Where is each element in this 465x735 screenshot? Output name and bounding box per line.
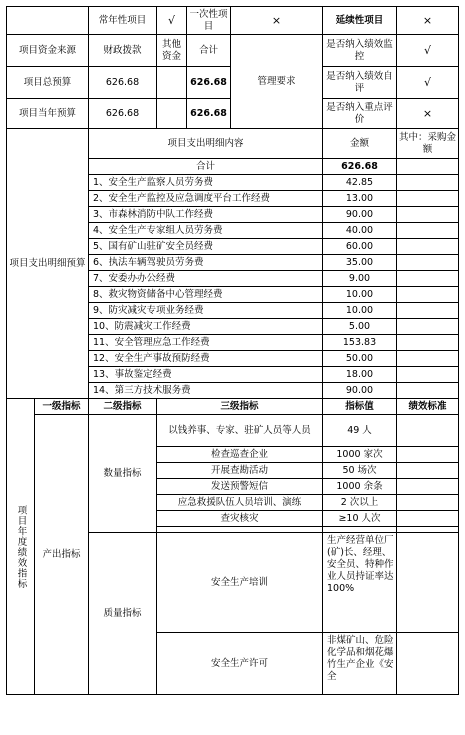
expense-item-name: 14、第三方技术服务费: [89, 383, 323, 399]
total-budget-label: 项目总预算: [7, 67, 89, 99]
expense-item-purchase: [397, 223, 459, 239]
total-budget-total: 626.68: [187, 67, 231, 99]
header-blank: [7, 7, 89, 35]
perf-monitor-mark: √: [397, 35, 459, 67]
output-indicator-label: 产出指标: [35, 415, 89, 695]
quantity-indicator-standard: [397, 447, 459, 463]
quantity-indicator-label: 数量指标: [89, 415, 157, 533]
expense-item-name: 4、安全生产专家组人员劳务费: [89, 223, 323, 239]
quantity-indicator-value: ≥10 人次: [323, 511, 397, 527]
expense-item-purchase: [397, 351, 459, 367]
year-budget-total: 626.68: [187, 99, 231, 129]
expense-item-purchase: [397, 207, 459, 223]
regular-project-mark: √: [157, 7, 187, 35]
expense-item-purchase: [397, 383, 459, 399]
quantity-indicator-name: 发送预警短信: [157, 479, 323, 495]
expense-item-amount: 50.00: [323, 351, 397, 367]
expense-item-purchase: [397, 191, 459, 207]
value-header: 指标值: [323, 399, 397, 415]
expense-item-amount: 18.00: [323, 367, 397, 383]
quality-indicator-standard: [397, 533, 459, 633]
expense-item-amount: 10.00: [323, 287, 397, 303]
expense-total-purchase: [397, 159, 459, 175]
perf-section-label: 项目年度绩效指标: [7, 399, 35, 695]
quality-indicator-name: 安全生产许可: [157, 633, 323, 695]
once-project-mark: ×: [231, 7, 323, 35]
expense-content-header: 项目支出明细内容: [89, 129, 323, 159]
key-eval-label: 是否纳入重点评价: [323, 99, 397, 129]
other-funds-label: 其他资金: [157, 35, 187, 67]
perf-eval-mark: √: [397, 67, 459, 99]
quantity-indicator-value: 1000 家次: [323, 447, 397, 463]
expense-item-name: 10、防震减灾工作经费: [89, 319, 323, 335]
level2-header: 二级指标: [89, 399, 157, 415]
quantity-indicator-name: 以钱养事、专家、驻矿人员等人员: [157, 415, 323, 447]
year-budget-other: [157, 99, 187, 129]
standard-header: 绩效标准: [397, 399, 459, 415]
expense-item-purchase: [397, 175, 459, 191]
expense-item-purchase: [397, 319, 459, 335]
fiscal-label: 财政拨款: [89, 35, 157, 67]
regular-project-label: 常年性项目: [89, 7, 157, 35]
expense-item-name: 2、安全生产监控及应急调度平台工作经费: [89, 191, 323, 207]
perf-monitor-label: 是否纳入绩效监控: [323, 35, 397, 67]
key-eval-mark: ×: [397, 99, 459, 129]
expense-item-name: 1、安全生产监察人员劳务费: [89, 175, 323, 191]
expense-item-amount: 9.00: [323, 271, 397, 287]
total-budget-other: [157, 67, 187, 99]
quality-indicator-value: 生产经营单位厂(矿)长、经理、安全员、特种作业人员持证率达 100%: [323, 533, 397, 633]
total-budget-fiscal: 626.68: [89, 67, 157, 99]
expense-item-purchase: [397, 271, 459, 287]
quantity-indicator-name: 应急救援队伍人员培训、演练: [157, 495, 323, 511]
expense-item-purchase: [397, 335, 459, 351]
quantity-indicator-name: 检查巡查企业: [157, 447, 323, 463]
quantity-indicator-value: 49 人: [323, 415, 397, 447]
perf-eval-label: 是否纳入绩效自评: [323, 67, 397, 99]
funding-source-label: 项目资金来源: [7, 35, 89, 67]
year-budget-label: 项目当年预算: [7, 99, 89, 129]
expense-item-name: 6、执法车辆驾驶员劳务费: [89, 255, 323, 271]
budget-table: [6, 6, 459, 695]
funding-total-label: 合计: [187, 35, 231, 67]
expense-item-purchase: [397, 239, 459, 255]
expense-item-amount: 153.83: [323, 335, 397, 351]
expense-purchase-header: 其中：采购金额: [397, 129, 459, 159]
expense-item-amount: 90.00: [323, 383, 397, 399]
expense-item-amount: 5.00: [323, 319, 397, 335]
quality-indicator-label: 质量指标: [89, 533, 157, 695]
expense-item-name: 13、事故鉴定经费: [89, 367, 323, 383]
expense-item-amount: 13.00: [323, 191, 397, 207]
quantity-indicator-name: 查灾核灾: [157, 511, 323, 527]
quantity-indicator-standard: [397, 511, 459, 527]
expense-item-amount: 42.85: [323, 175, 397, 191]
continuing-project-label: 延续性项目: [323, 7, 397, 35]
expense-item-name: 9、防灾减灾专项业务经费: [89, 303, 323, 319]
once-project-label: 一次性项目: [187, 7, 231, 35]
expense-item-amount: 40.00: [323, 223, 397, 239]
expense-item-amount: 90.00: [323, 207, 397, 223]
quantity-indicator-value: 1000 余条: [323, 479, 397, 495]
quantity-indicator-value: 50 场次: [323, 463, 397, 479]
expense-item-name: 3、市森林消防中队工作经费: [89, 207, 323, 223]
quantity-indicator-name: 开展查勘活动: [157, 463, 323, 479]
expense-item-amount: 60.00: [323, 239, 397, 255]
expense-total-label: 合计: [89, 159, 323, 175]
expense-item-purchase: [397, 367, 459, 383]
expense-item-amount: 10.00: [323, 303, 397, 319]
expense-total-value: 626.68: [323, 159, 397, 175]
expense-item-name: 8、救灾物资储备中心管理经费: [89, 287, 323, 303]
quantity-indicator-standard: [397, 463, 459, 479]
expense-item-name: 11、安全管理应急工作经费: [89, 335, 323, 351]
expense-item-name: 7、安委办办公经费: [89, 271, 323, 287]
expense-item-purchase: [397, 255, 459, 271]
quality-indicator-value: 非煤矿山、危险化学品和烟花爆竹生产企业《安全: [323, 633, 397, 695]
expense-item-purchase: [397, 303, 459, 319]
expense-item-amount: 35.00: [323, 255, 397, 271]
level1-header: 一级指标: [35, 399, 89, 415]
expense-item-name: 5、国有矿山驻矿安全员经费: [89, 239, 323, 255]
management-requirements-label: 管理要求: [231, 35, 323, 129]
quantity-indicator-value: 2 次以上: [323, 495, 397, 511]
continuing-project-mark: ×: [397, 7, 459, 35]
level3-header: 三级指标: [157, 399, 323, 415]
quantity-indicator-standard: [397, 495, 459, 511]
quality-indicator-standard: [397, 633, 459, 695]
expense-item-name: 12、安全生产事故预防经费: [89, 351, 323, 367]
quantity-indicator-standard: [397, 415, 459, 447]
expense-amount-header: 金额: [323, 129, 397, 159]
expense-section-label: 项目支出明细预算: [7, 129, 89, 399]
expense-item-purchase: [397, 287, 459, 303]
year-budget-fiscal: 626.68: [89, 99, 157, 129]
quality-indicator-name: 安全生产培训: [157, 533, 323, 633]
quantity-indicator-standard: [397, 479, 459, 495]
